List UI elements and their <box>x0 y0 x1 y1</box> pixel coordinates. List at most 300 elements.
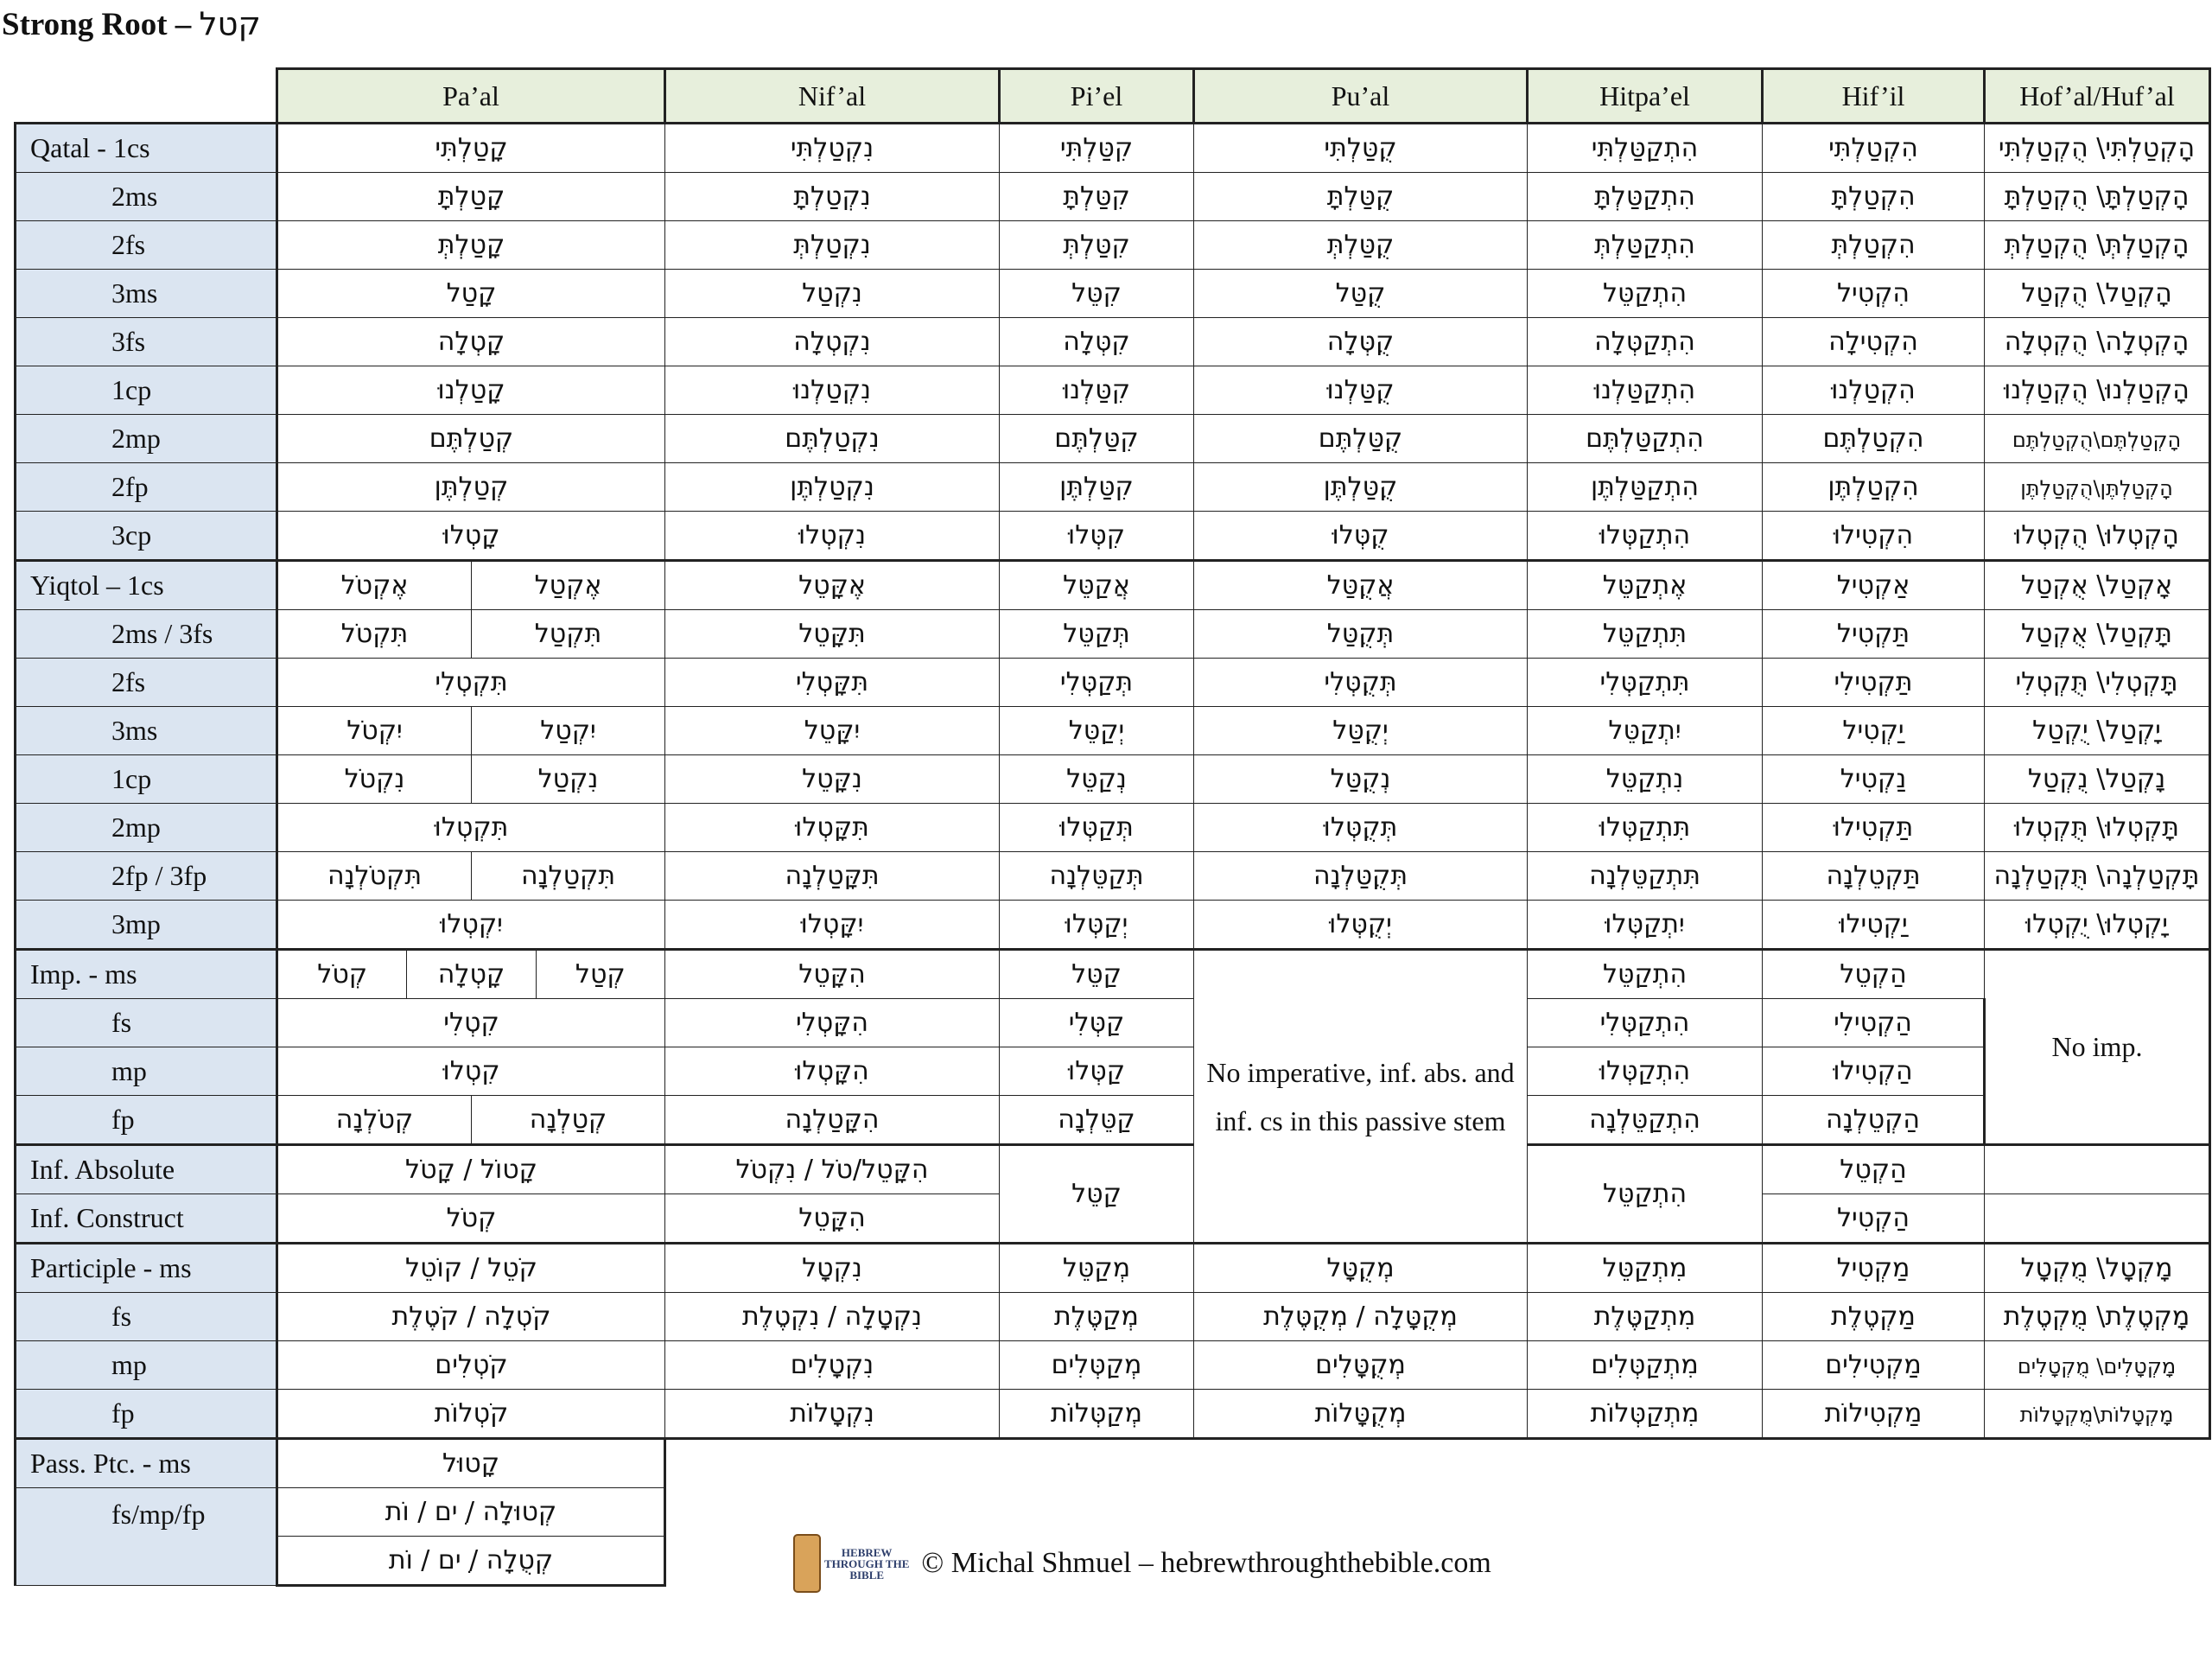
cell-text: תְּקֻטְּלוּ <box>1323 812 1398 843</box>
yiqtol-1cp-hitpael <box>1528 755 1763 804</box>
table-row <box>16 852 2210 901</box>
cell-text: הָקְטַלְתֶּן\הֻקְטַלְתֶּן <box>2020 476 2173 500</box>
ptc-mp-nifal <box>665 1341 1000 1390</box>
ptc-mp-hitpael <box>1528 1341 1763 1390</box>
cell-text: קַטֵּל <box>1071 1179 1122 1209</box>
ptc-fs-paal <box>277 1293 665 1341</box>
cell-text: תִּקְטְלוּ <box>434 812 509 843</box>
yiqtol-2mp-piel <box>1000 804 1194 852</box>
qatal-1cp-hofal <box>1985 366 2210 415</box>
row-label-ptc-mp: mp <box>16 1341 277 1390</box>
table-row <box>16 1439 2210 1488</box>
cell-text: הִקְטַלְתִּי <box>1828 133 1918 163</box>
yiqtol-2ms_3fs-nifal <box>665 610 1000 659</box>
row-label-pass-ptc-fs-mp-fp: fs/mp/fp <box>16 1488 277 1586</box>
form-variant-1: קְטֹלְנָה <box>278 1096 472 1143</box>
cell-text: קַטֵּל <box>1071 959 1122 990</box>
table-row <box>16 124 2210 173</box>
yiqtol-3mp-paal <box>277 901 665 950</box>
row-label-qatal-3ms: 3ms <box>16 270 277 318</box>
yiqtol-1cp-pual <box>1194 755 1528 804</box>
cell-text: יִקָּטְלוּ <box>800 909 864 939</box>
footer <box>793 1534 1491 1593</box>
cell-text: מְקַטְּלוֹת <box>1050 1398 1143 1429</box>
row-label-qatal-1cs: Qatal - 1cs <box>16 124 277 173</box>
qatal-1cs-hofal <box>1985 124 2210 173</box>
row-label-imp-ms: Imp. - ms <box>16 950 277 999</box>
table-row <box>16 804 2210 852</box>
qatal-2ms-nifal <box>665 173 1000 221</box>
cell-text: קָטַלְתִּי <box>435 133 508 163</box>
yiqtol-2ms_3fs-hofal <box>1985 610 2210 659</box>
yiqtol-3ms-hofal <box>1985 707 2210 755</box>
yiqtol-2mp-hitpael <box>1528 804 1763 852</box>
qatal-2fs-piel <box>1000 221 1194 270</box>
cell-text: הִתְקַטְּלִי <box>1599 1008 1690 1038</box>
cell-text: נִקְטְלוּ <box>798 520 866 551</box>
qatal-3fs-hofal <box>1985 318 2210 366</box>
cell-text: הַקְטֵל <box>1840 959 1907 990</box>
table-row <box>16 1293 2210 1341</box>
table-row <box>16 1096 2210 1145</box>
cell-text: קִטְּלָה <box>1063 327 1130 357</box>
cell-text: הִקְטִיל <box>1836 278 1910 309</box>
cell-text: הִתְקַטְּלוּ <box>1599 1056 1691 1086</box>
cell-text: קְטוּלָה / ִים / וֹת <box>385 1497 557 1527</box>
qatal-3ms-hofal <box>1985 270 2210 318</box>
cell-text: קָטוֹל / קָטֹל <box>405 1155 537 1185</box>
qatal-2fs-hifil <box>1763 221 1985 270</box>
cell-text: קֻטַּלְנוּ <box>1326 375 1395 405</box>
cell-text: קֻטַּלְתֶּם <box>1318 423 1403 454</box>
cell-text: מִתְקַטְּלוֹת <box>1590 1398 1700 1429</box>
qatal-3cp-hofal <box>1985 512 2210 561</box>
qatal-2fs-pual <box>1194 221 1528 270</box>
form-variant-3: קְטַל <box>575 959 626 990</box>
row-label-yiqtol-2ms_3fs: 2ms / 3fs <box>16 610 277 659</box>
cell-text: קְטַלְתֶּן <box>434 472 509 502</box>
cell-text: הִתְקַטְּלוּ <box>1599 520 1691 551</box>
qatal-2fp-hifil <box>1763 463 1985 512</box>
cell-text: מַקְטִיל <box>1836 1253 1910 1283</box>
cell-text: הִתְקַטְּלָה <box>1594 327 1695 357</box>
cell-text: תַּקְטִיל <box>1836 619 1910 649</box>
cell-text: יִקְטְלוּ <box>440 909 503 939</box>
logo-text <box>824 1547 909 1581</box>
yiqtol-2fp_3fp-pual <box>1194 852 1528 901</box>
cell-text: תִּקָּטֵל <box>798 619 866 649</box>
yiqtol-1cp-hifil <box>1763 755 1985 804</box>
cell-text: מַקְטִילוֹת <box>1824 1398 1923 1429</box>
cell-text: הַקְטִיל <box>1836 1203 1910 1233</box>
yiqtol-3mp-hifil <box>1763 901 1985 950</box>
split-cell <box>278 562 664 609</box>
qatal-3fs-hifil <box>1763 318 1985 366</box>
cell-text: קֹטֵל / קוֹטֵל <box>405 1253 537 1283</box>
cell-text: קִטַּלְתֶּן <box>1059 472 1134 502</box>
cell-text: יָקְטַל\ יֻקְטַל <box>2032 716 2161 746</box>
cell-text: יַקְטִילוּ <box>1839 909 1908 939</box>
qatal-1cp-pual <box>1194 366 1528 415</box>
qatal-2fs-paal <box>277 221 665 270</box>
ptc-mp-piel <box>1000 1341 1194 1390</box>
page-title <box>2 5 261 43</box>
yiqtol-2mp-nifal <box>665 804 1000 852</box>
qatal-2fp-nifal <box>665 463 1000 512</box>
logo-line-2: THROUGH THE <box>824 1556 910 1570</box>
qatal-1cs-hifil <box>1763 124 1985 173</box>
yiqtol-2ms_3fs-hitpael <box>1528 610 1763 659</box>
cell-text: קָטַלְתְּ <box>437 230 505 260</box>
cell-text: קֻטַּלְתִּי <box>1324 133 1397 163</box>
cell-text: קֹטְלִים <box>435 1350 508 1380</box>
ptc-mp-paal <box>277 1341 665 1390</box>
cell-text: קָטַלְנוּ <box>437 375 505 405</box>
table-row <box>16 173 2210 221</box>
cell-text: הִתְקַטַּלְנוּ <box>1593 375 1696 405</box>
qatal-1cp-paal <box>277 366 665 415</box>
row-label-ptc-fs: fs <box>16 1293 277 1341</box>
table-row <box>16 366 2210 415</box>
table-row <box>16 999 2210 1047</box>
ptc-fp-nifal <box>665 1390 1000 1439</box>
logo-line-1: HEBREW <box>841 1545 893 1559</box>
row-label-yiqtol-2mp: 2mp <box>16 804 277 852</box>
form-variant-2: יִקְטַל <box>540 716 596 746</box>
form-variant-1: תִּקְטֹל <box>278 610 472 658</box>
cell-text: מְקֻטָּלוֹת <box>1314 1398 1407 1429</box>
cell-text: הִקְטִילָה <box>1828 327 1918 357</box>
form-variant-2: אֶקְטַל <box>534 570 602 601</box>
cell-text: הִתְקַטֵּל <box>1602 959 1688 990</box>
cell-text: תָּקְטַלְנָה\ תֻּקְטַלְנָה <box>1993 861 2200 891</box>
col-header-nifal: Nif’al <box>665 69 1000 124</box>
inf-abs-paal <box>277 1145 665 1194</box>
cell-text: נַקְטִיל <box>1840 764 1907 794</box>
cell-text: תָּקְטַל\ אֻקְטַל <box>2021 619 2172 649</box>
row-label-qatal-3fs: 3fs <box>16 318 277 366</box>
scroll-icon <box>793 1534 821 1593</box>
imp-fp-piel <box>1000 1096 1194 1145</box>
cell-text: נִקְטָל <box>802 1253 862 1283</box>
table-row <box>16 1047 2210 1096</box>
qatal-1cp-piel <box>1000 366 1194 415</box>
qatal-3cp-nifal <box>665 512 1000 561</box>
table-row <box>16 610 2210 659</box>
yiqtol-2mp-pual <box>1194 804 1528 852</box>
yiqtol-1cp-paal <box>277 755 665 804</box>
inf-cs-paal <box>277 1194 665 1244</box>
imp-ms-hitpael <box>1528 950 1763 999</box>
form-variant-1: תִּקְטֹלְנָה <box>278 852 472 900</box>
qatal-3ms-paal <box>277 270 665 318</box>
cell-text: הַקְטֵלְנָה <box>1826 1104 1920 1135</box>
yiqtol-3ms-hitpael <box>1528 707 1763 755</box>
cell-text: הִתְקַטַּלְתָּ <box>1594 181 1695 212</box>
cell-text: הִקָּטֵל <box>798 1203 866 1233</box>
cell-text: מְקַטֶּלֶת <box>1054 1302 1139 1332</box>
qatal-2fp-pual <box>1194 463 1528 512</box>
yiqtol-1cs-nifal <box>665 561 1000 610</box>
logo-line-3: BIBLE <box>849 1568 885 1582</box>
split-cell <box>278 951 664 998</box>
cell-text: תַּקְטִילוּ <box>1833 812 1914 843</box>
cell-text: הָקְטַל\ הֻקְטַל <box>2021 278 2172 309</box>
yiqtol-1cp-hofal <box>1985 755 2210 804</box>
yiqtol-3ms-pual <box>1194 707 1528 755</box>
yiqtol-1cs-hitpael <box>1528 561 1763 610</box>
ptc-ms-hitpael <box>1528 1244 1763 1293</box>
cell-text: יִקָּטֵל <box>804 716 861 746</box>
qatal-2mp-hofal <box>1985 415 2210 463</box>
cell-text: מִתְקַטֵּל <box>1602 1253 1688 1283</box>
cell-text: קֻטַּל <box>1335 278 1386 309</box>
cell-text: תְּקַטֵּל <box>1063 619 1130 649</box>
cell-text: יָקְטְלוּ\ יֻקְטְלוּ <box>2025 909 2168 939</box>
qatal-3cp-pual <box>1194 512 1528 561</box>
cell-text: אֶתְקַטֵּל <box>1602 570 1688 601</box>
yiqtol-2fs-hitpael <box>1528 659 1763 707</box>
imp-mp-piel <box>1000 1047 1194 1096</box>
qatal-2fp-hitpael <box>1528 463 1763 512</box>
cell-text: נִקְטַלְתֶּם <box>785 423 880 454</box>
split-cell <box>278 610 664 658</box>
cell-text: מִתְקַטְּלִים <box>1591 1350 1699 1380</box>
yiqtol-3ms-paal <box>277 707 665 755</box>
yiqtol-3ms-hifil <box>1763 707 1985 755</box>
cell-text: מְקֻטָּלִים <box>1315 1350 1406 1380</box>
yiqtol-2fs-piel <box>1000 659 1194 707</box>
qatal-2ms-pual <box>1194 173 1528 221</box>
table-row <box>16 901 2210 950</box>
imp-fp-paal <box>277 1096 665 1145</box>
yiqtol-2ms_3fs-pual <box>1194 610 1528 659</box>
cell-text: קִטַּלְתִּי <box>1059 133 1134 163</box>
ptc-fp-hitpael <box>1528 1390 1763 1439</box>
row-label-qatal-2ms: 2ms <box>16 173 277 221</box>
table-row <box>16 1145 2210 1194</box>
cell-text: תְּקֻטַּלְנָה <box>1313 861 1408 891</box>
table-row <box>16 415 2210 463</box>
cell-text: תִּקָּטְלוּ <box>795 812 869 843</box>
table-row <box>16 1488 2210 1537</box>
cell-text: אָקְטַל\ אֻקְטַל <box>2020 570 2173 601</box>
cell-text: קְטֹל <box>446 1203 497 1233</box>
copyright-text: © Michal Shmuel – hebrewthroughthebible.com <box>921 1547 1491 1579</box>
cell-text: אַקְטִיל <box>1836 570 1910 601</box>
qatal-3fs-pual <box>1194 318 1528 366</box>
qatal-2fs-hitpael <box>1528 221 1763 270</box>
qatal-1cp-nifal <box>665 366 1000 415</box>
inf-hitpael <box>1528 1145 1763 1244</box>
qatal-2ms-hifil <box>1763 173 1985 221</box>
yiqtol-1cs-paal <box>277 561 665 610</box>
imp-fs-hitpael <box>1528 999 1763 1047</box>
cell-text: נְקֻטַּל <box>1330 764 1391 794</box>
cell-text: קִטְּלוּ <box>1068 520 1125 551</box>
qatal-3cp-hitpael <box>1528 512 1763 561</box>
yiqtol-2ms_3fs-paal <box>277 610 665 659</box>
inf-piel <box>1000 1145 1194 1244</box>
split-cell <box>278 707 664 754</box>
cell-text: מְקֻטָּלָה / מְקֻטֶּלֶת <box>1263 1302 1458 1332</box>
cell-text: מִתְקַטֶּלֶת <box>1593 1302 1696 1332</box>
ptc-ms-paal <box>277 1244 665 1293</box>
ptc-fp-pual <box>1194 1390 1528 1439</box>
cell-text: נִקְטָלוֹת <box>790 1398 874 1429</box>
imp-fp-hitpael <box>1528 1096 1763 1145</box>
qatal-3fs-piel <box>1000 318 1194 366</box>
cell-text: קֹטְלָה / קֹטֶלֶת <box>391 1302 551 1332</box>
cell-text: קֻטַּלְתָּ <box>1326 181 1395 212</box>
table-row <box>16 755 2210 804</box>
cell-text: הִקְטַלְתָּ <box>1831 181 1916 212</box>
cell-text: נִתְקַטֵּל <box>1605 764 1684 794</box>
cell-text: הִתְקַטֵּלְנָה <box>1589 1104 1700 1135</box>
cell-text: תִּתְקַטְּלִי <box>1599 667 1690 697</box>
row-label-qatal-2fs: 2fs <box>16 221 277 270</box>
qatal-2fs-nifal <box>665 221 1000 270</box>
cell-text: קַטֵּלְנָה <box>1058 1104 1135 1135</box>
cell-text: הִקְטַלְתְּ <box>1831 230 1916 260</box>
yiqtol-2fp_3fp-hitpael <box>1528 852 1763 901</box>
cell-text: קֹטְלוֹת <box>434 1398 509 1429</box>
site-logo <box>793 1534 909 1593</box>
table-row <box>16 561 2210 610</box>
split-cell <box>278 755 664 803</box>
cell-text: הִתְקַטַּלְתֶּן <box>1591 472 1699 502</box>
cell-text: הָקְטַלְתָּ\ הֻקְטַלְתָּ <box>2004 181 2190 212</box>
ptc-mp-hifil <box>1763 1341 1985 1390</box>
blank-area <box>665 1439 2210 1488</box>
cell-text: קָטַלְתָּ <box>437 181 505 212</box>
cell-text: הַקְטֵל <box>1840 1155 1907 1185</box>
ptc-ms-hifil <box>1763 1244 1985 1293</box>
yiqtol-2fp_3fp-hofal <box>1985 852 2210 901</box>
cell-text: קָטְלָה <box>437 327 505 357</box>
cell-text: מְקַטְּלִים <box>1051 1350 1142 1380</box>
pass-ptc-ms <box>277 1439 665 1488</box>
ptc-fs-nifal <box>665 1293 1000 1341</box>
form-variant-2: קָטְלָה <box>407 951 536 998</box>
row-label-ptc-fp: fp <box>16 1390 277 1439</box>
row-label-yiqtol-1cp: 1cp <box>16 755 277 804</box>
imp-fs-hifil <box>1763 999 1985 1047</box>
yiqtol-2fp_3fp-piel <box>1000 852 1194 901</box>
cell-text: הִקְטִילוּ <box>1833 520 1914 551</box>
row-label-yiqtol-3ms: 3ms <box>16 707 277 755</box>
imp-fs-nifal <box>665 999 1000 1047</box>
cell-text: קִטַּלְתְּ <box>1063 230 1130 260</box>
cell-text: נִקְטַלְתְּ <box>793 230 871 260</box>
row-label-qatal-1cp: 1cp <box>16 366 277 415</box>
qatal-1cs-nifal <box>665 124 1000 173</box>
table-row <box>16 1244 2210 1293</box>
qatal-3ms-hitpael <box>1528 270 1763 318</box>
col-header-piel: Pi’el <box>1000 69 1194 124</box>
cell-text: נְקַטֵּל <box>1066 764 1127 794</box>
qatal-2mp-hitpael <box>1528 415 1763 463</box>
cell-text: מָקְטָלִים\ מֻקְטָלִים <box>2017 1354 2177 1378</box>
cell-text: נִקְטַלְתִּי <box>790 133 874 163</box>
qatal-2fp-piel <box>1000 463 1194 512</box>
yiqtol-2mp-hofal <box>1985 804 2210 852</box>
yiqtol-1cp-piel <box>1000 755 1194 804</box>
cell-text: אֶקָּטֵל <box>798 570 866 601</box>
cell-text: קִטַּלְתָּ <box>1063 181 1130 212</box>
qatal-3ms-pual <box>1194 270 1528 318</box>
cell-text: מָקְטָל\ מֻקְטָל <box>2020 1253 2173 1283</box>
yiqtol-1cs-hifil <box>1763 561 1985 610</box>
corner-cell <box>16 69 277 124</box>
table-body <box>16 124 2210 1586</box>
cell-text: הִקָּטַלְנָה <box>785 1104 880 1135</box>
cell-text: קֻטְּלוּ <box>1332 520 1389 551</box>
imp-ms-paal <box>277 950 665 999</box>
imp-mp-hitpael <box>1528 1047 1763 1096</box>
cell-text: הָקְטַלְתִּי\ הֻקְטַלְתִּי <box>1998 133 2196 163</box>
qatal-2mp-pual <box>1194 415 1528 463</box>
inf-abs-nifal <box>665 1145 1000 1194</box>
yiqtol-3mp-nifal <box>665 901 1000 950</box>
conjugation-table <box>14 67 2211 1587</box>
cell-text: תְּקֻטְּלִי <box>1324 667 1397 697</box>
cell-text: הִקְטַלְנוּ <box>1831 375 1916 405</box>
cell-text: קִטֵּל <box>1071 278 1122 309</box>
row-label-inf-abs: Inf. Absolute <box>16 1145 277 1194</box>
row-label-yiqtol-2fp_3fp: 2fp / 3fp <box>16 852 277 901</box>
yiqtol-2fp_3fp-nifal <box>665 852 1000 901</box>
qatal-1cp-hitpael <box>1528 366 1763 415</box>
title-text: Strong Root – <box>2 7 192 42</box>
cell-text: מָקְטֶלֶת\ מֻקְטֶלֶת <box>2003 1302 2190 1332</box>
yiqtol-2fs-hifil <box>1763 659 1985 707</box>
col-header-paal: Pa’al <box>277 69 665 124</box>
col-header-pual: Pu’al <box>1194 69 1528 124</box>
cell-text: קְטֻלָה / ִים / וֹת <box>388 1545 554 1575</box>
cell-text: נִקְטָלִים <box>790 1350 874 1380</box>
cell-text: תִּקָּטְלִי <box>795 667 869 697</box>
cell-text: קַטְּלוּ <box>1068 1056 1125 1086</box>
cell-text: הִתְקַטַּלְתְּ <box>1594 230 1695 260</box>
cell-text: הִקָּטְלִי <box>795 1008 869 1038</box>
cell-text: תְּקַטֵּלְנָה <box>1049 861 1144 891</box>
table-row <box>16 318 2210 366</box>
ptc-fp-hifil <box>1763 1390 1985 1439</box>
qatal-3cp-hifil <box>1763 512 1985 561</box>
qatal-1cs-piel <box>1000 124 1194 173</box>
cell-text: מַקְטִילִים <box>1825 1350 1922 1380</box>
cell-text: תָּקְטְלוּ\ תֻּקְטְלוּ <box>2013 812 2179 843</box>
qatal-1cs-paal <box>277 124 665 173</box>
qatal-3cp-paal <box>277 512 665 561</box>
row-label-yiqtol-3mp: 3mp <box>16 901 277 950</box>
ptc-fp-paal <box>277 1390 665 1439</box>
imp-fs-paal <box>277 999 665 1047</box>
cell-text: תִּתְקַטֵּלְנָה <box>1589 861 1700 891</box>
ptc-fs-hofal <box>1985 1293 2210 1341</box>
cell-text: יִתְקַטְּלוּ <box>1605 909 1685 939</box>
ptc-fs-pual <box>1194 1293 1528 1341</box>
imp-mp-hifil <box>1763 1047 1985 1096</box>
yiqtol-3mp-pual <box>1194 901 1528 950</box>
cell-text: יְקֻטְּלוּ <box>1329 909 1392 939</box>
row-label-imp-fp: fp <box>16 1096 277 1145</box>
cell-text: יַקְטִיל <box>1842 716 1904 746</box>
yiqtol-3mp-hofal <box>1985 901 2210 950</box>
form-variant-2: נִקְטַל <box>537 764 599 794</box>
qatal-3ms-nifal <box>665 270 1000 318</box>
